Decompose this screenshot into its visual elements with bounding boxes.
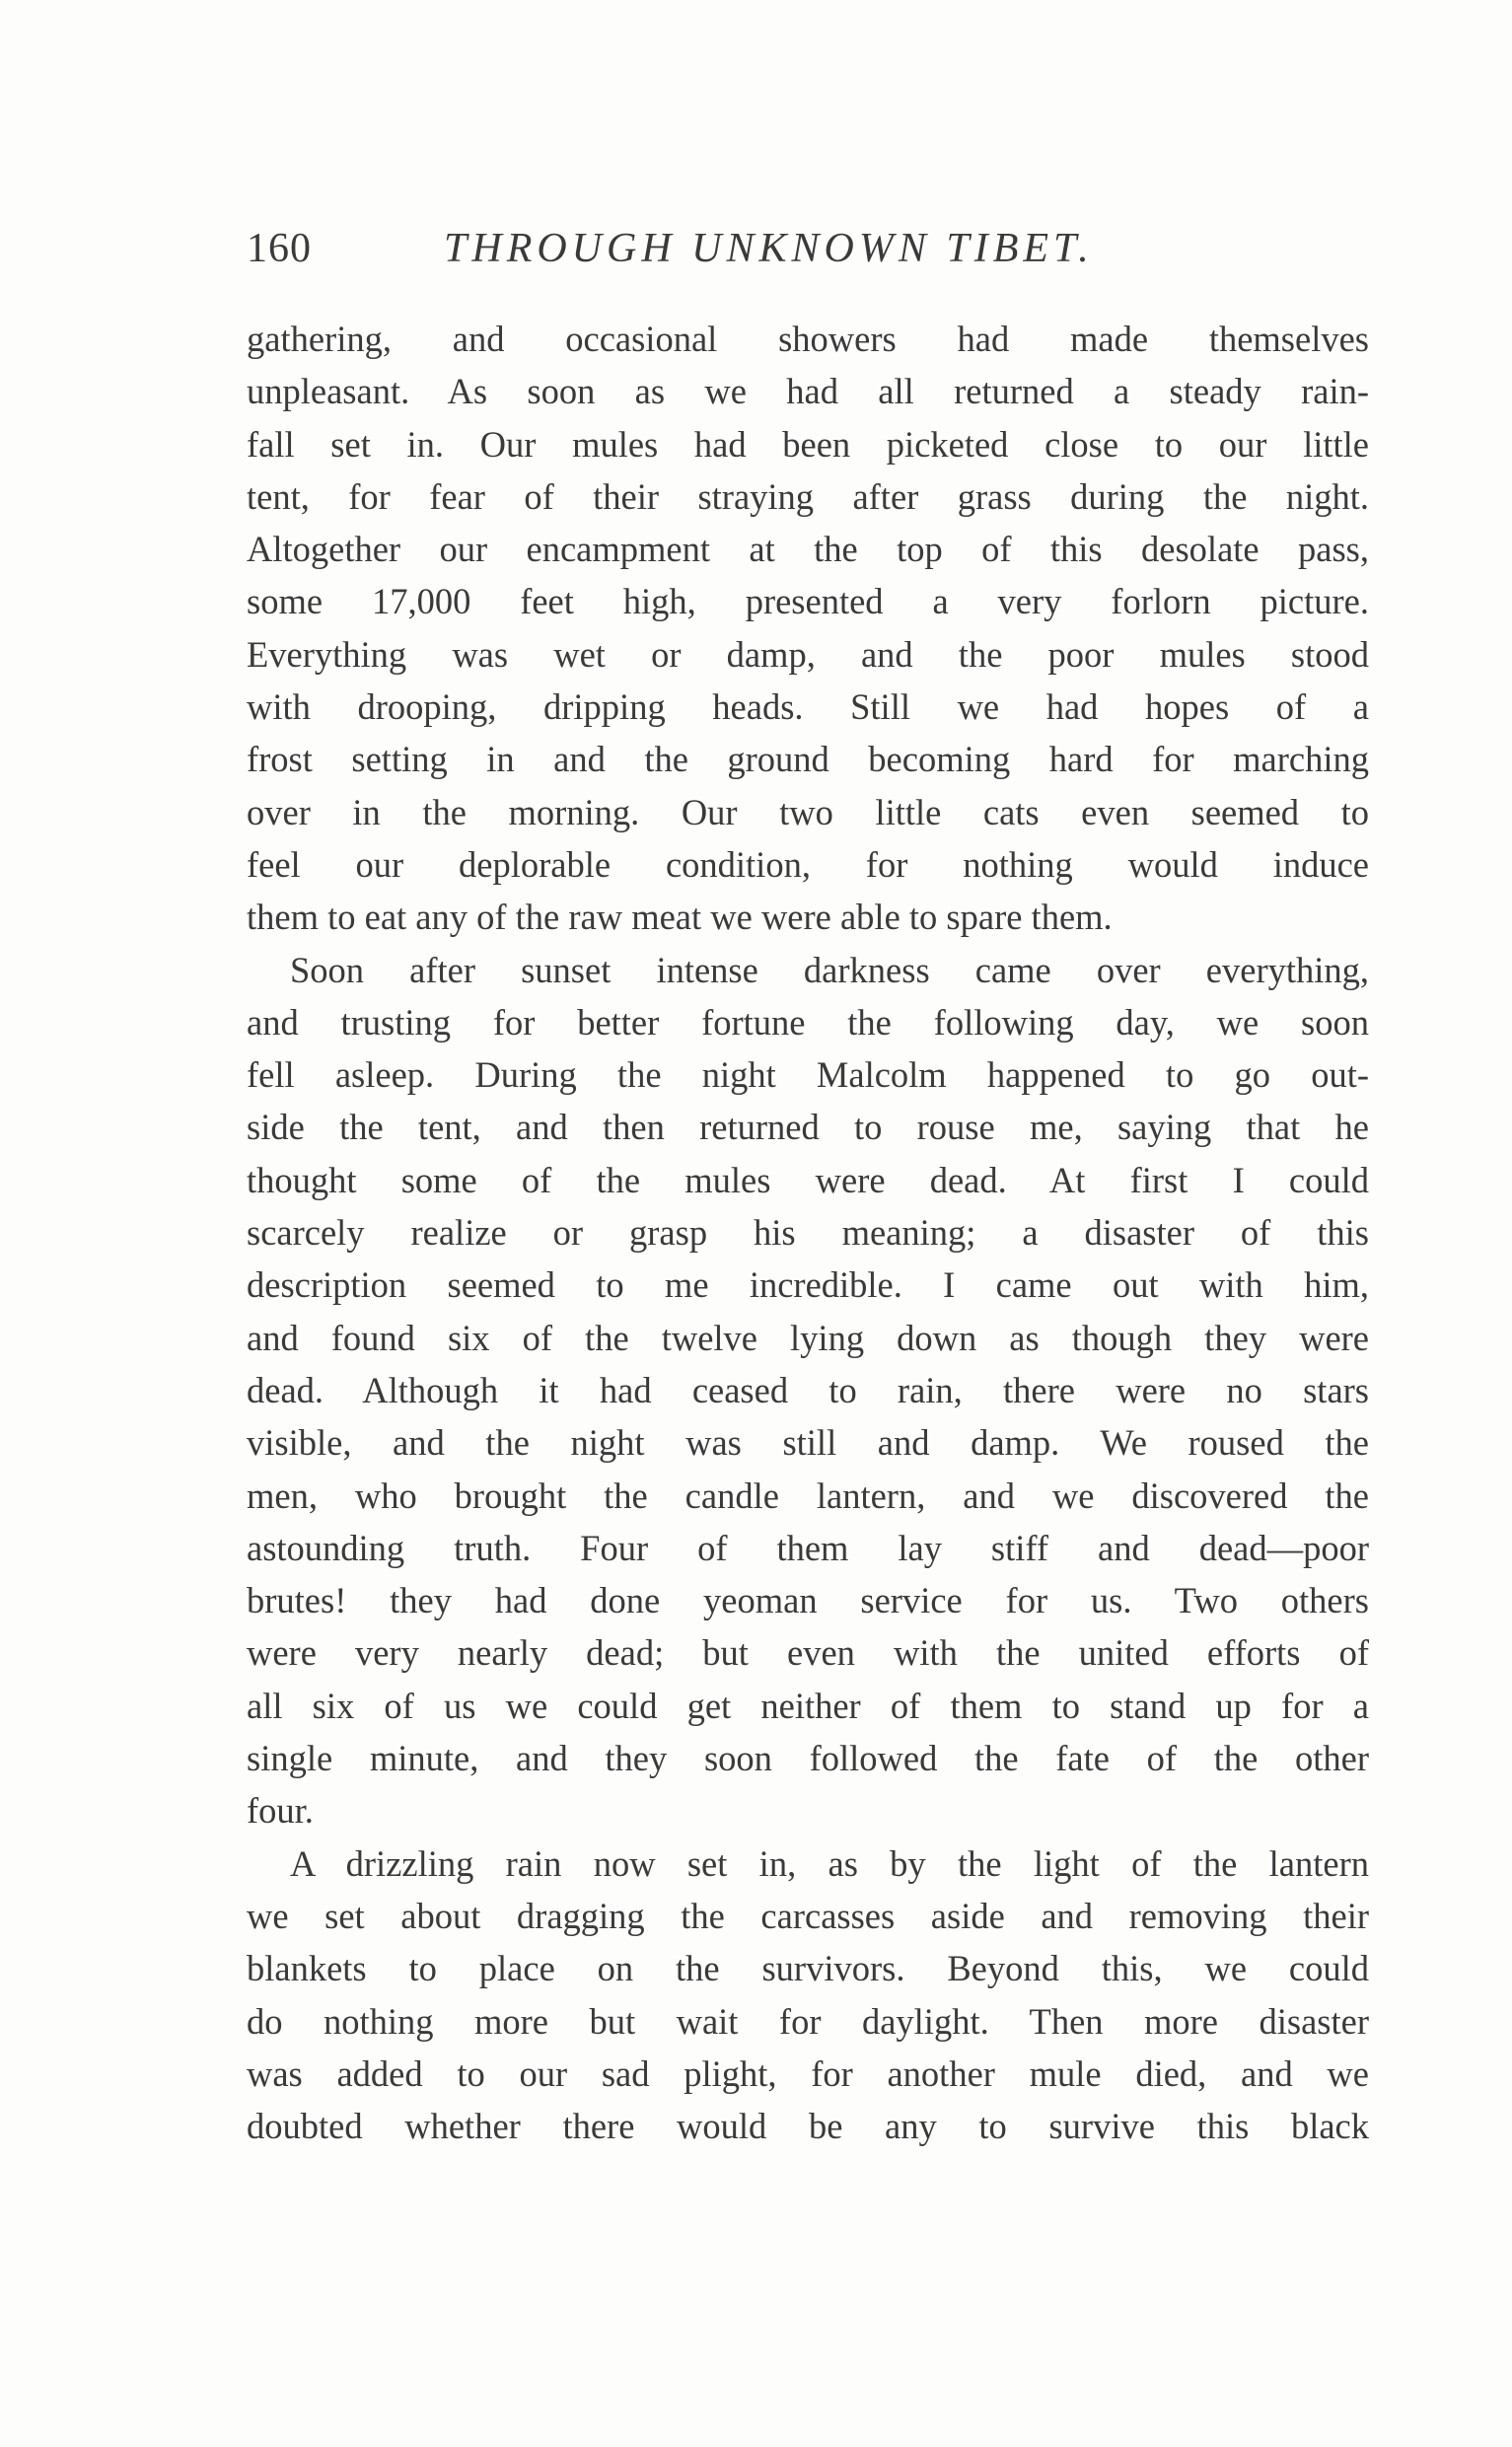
running-title: THROUGH UNKNOWN TIBET.: [444, 226, 1094, 271]
text-line: and found six of the twelve lying down as though they were: [247, 1317, 1369, 1358]
text-line: dead. Although it had ceased to rain, there were no stars: [247, 1369, 1369, 1410]
text-line: fell asleep. During the night Malcolm happened to go out-: [247, 1054, 1369, 1096]
text-line: with drooping, dripping heads. Still we had hopes of a: [247, 686, 1369, 728]
text-line: scarcely realize or grasp his meaning; a disaster of this: [247, 1212, 1369, 1254]
text-line: Altogether our encampment at the top of this desolate pass,: [247, 529, 1369, 570]
text-line: blankets to place on the survivors. Beyond this, we could: [247, 1948, 1369, 1989]
text-line: them to eat any of the raw meat we were able to spare them.: [247, 897, 1113, 938]
text-line: description seemed to me incredible. I came out with him,: [247, 1264, 1369, 1306]
text-line: were very nearly dead; but even with the united efforts of: [247, 1632, 1369, 1674]
text-line: over in the morning. Our two little cats even seemed to: [247, 791, 1369, 832]
text-line: some 17,000 feet high, presented a very forlorn picture.: [247, 581, 1369, 622]
text-line: gathering, and occasional showers had made themselves: [247, 319, 1369, 359]
text-line: doubted whether there would be any to survive this black: [247, 2106, 1369, 2147]
text-line: Everything was wet or damp, and the poor mules stood: [247, 633, 1369, 675]
text-line: was added to our sad plight, for another mule died, and we: [247, 2052, 1369, 2094]
text-line: A drizzling rain now set in, as by the light of the lantern: [290, 1842, 1369, 1884]
text-line: frost setting in and the ground becoming hard for marching: [247, 739, 1369, 780]
body-text: [247, 313, 1369, 2152]
text-line: astounding truth. Four of them lay stiff and dead—poor: [247, 1527, 1369, 1568]
text-line: side the tent, and then returned to rouse me, saying that he: [247, 1107, 1369, 1148]
text-line: four.: [247, 1790, 314, 1832]
text-line: tent, for fear of their straying after grass during the night.: [247, 475, 1369, 517]
text-line: brutes! they had done yeoman service for us. Two others: [247, 1580, 1369, 1621]
text-line: we set about dragging the carcasses aside and removing their: [247, 1895, 1369, 1936]
text-line: fall set in. Our mules had been picketed close to our little: [247, 423, 1369, 465]
text-line: single minute, and they soon followed the fate of the other: [247, 1738, 1369, 1779]
page-number: 160: [247, 226, 312, 271]
text-line: feel our deplorable condition, for nothing would induce: [247, 843, 1369, 885]
text-line: and trusting for better fortune the following day, we soon: [247, 1001, 1369, 1043]
text-line: men, who brought the candle lantern, and we discovered the: [247, 1475, 1369, 1516]
text-line: unpleasant. As soon as we had all returned a steady rain-: [247, 371, 1369, 412]
text-line: all six of us we could get neither of them to stand up for a: [247, 1685, 1369, 1726]
text-line: do nothing more but wait for daylight. Then more disaster: [247, 2000, 1369, 2042]
page-header: [247, 225, 1371, 284]
text-line: Soon after sunset intense darkness came over everything,: [290, 949, 1369, 990]
text-line: visible, and the night was still and damp. We roused the: [247, 1422, 1369, 1464]
text-line: thought some of the mules were dead. At first I could: [247, 1159, 1369, 1200]
